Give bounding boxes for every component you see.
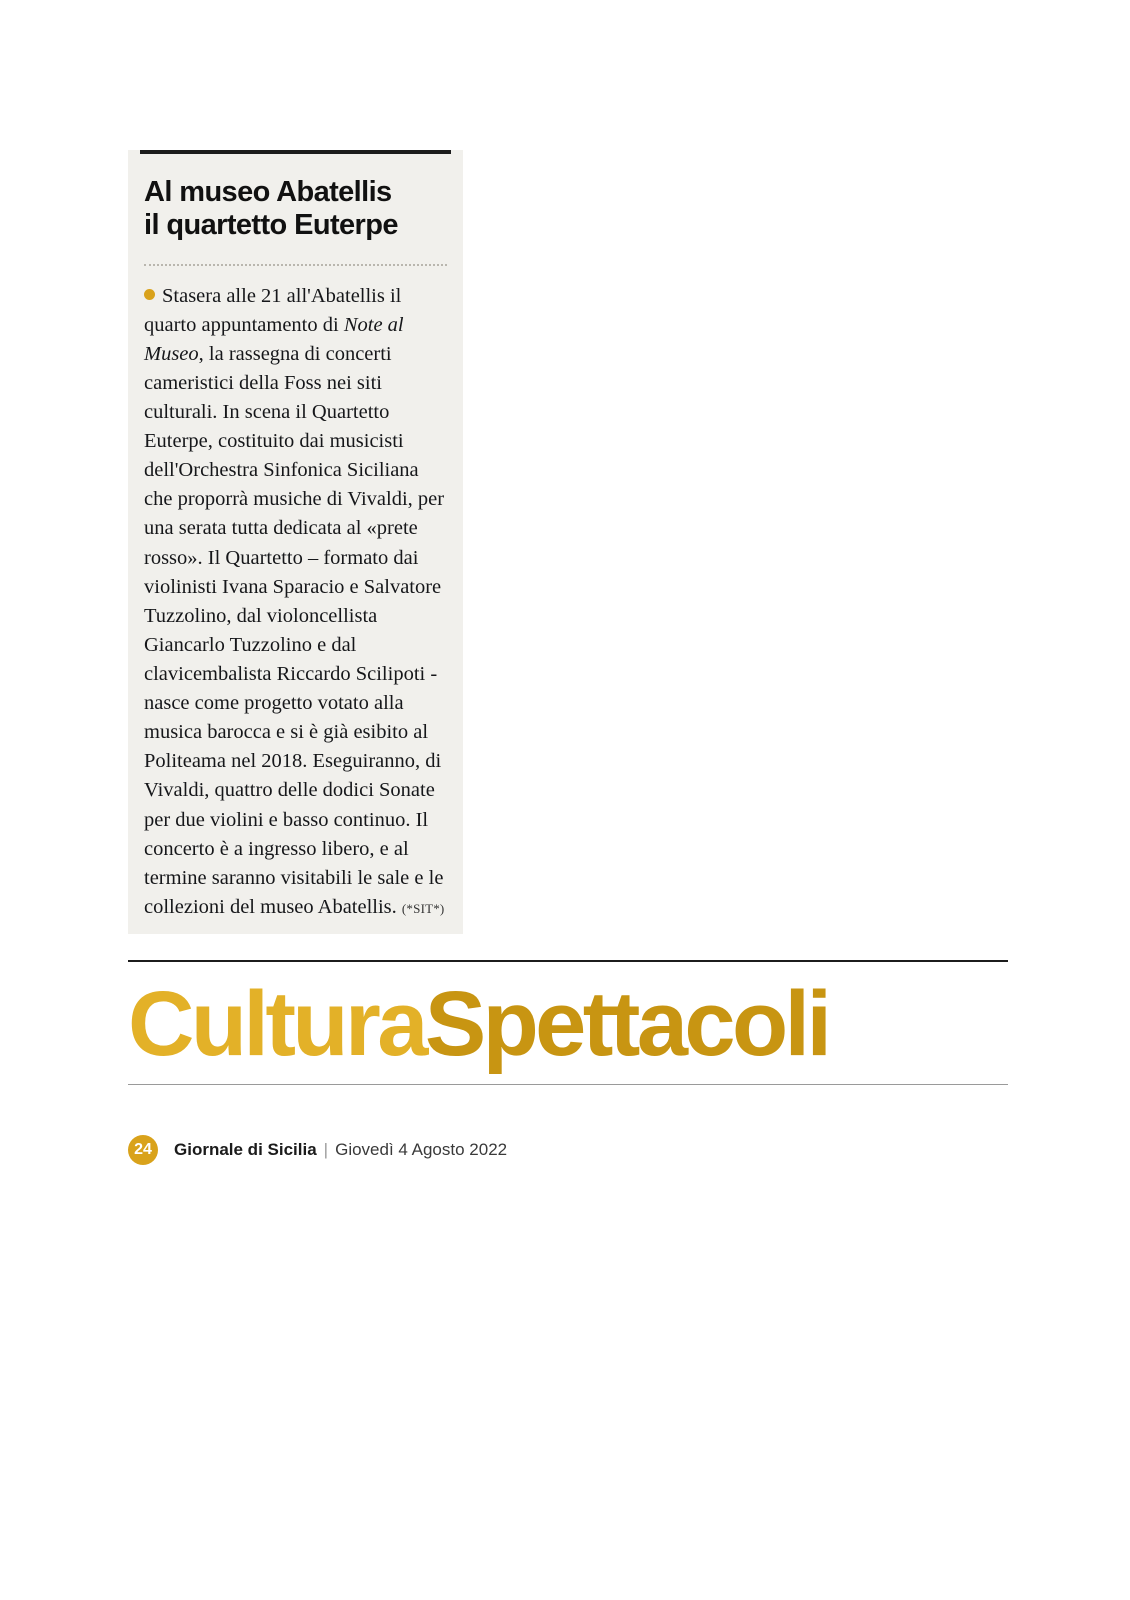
- headline-line-1: Al museo Abatellis: [144, 176, 392, 208]
- footer-separator: |: [323, 1140, 329, 1159]
- article-headline: [144, 176, 447, 242]
- headline-line-2: il quartetto Euterpe: [144, 208, 398, 241]
- issue-date: Giovedì 4 Agosto 2022: [335, 1140, 508, 1159]
- section-title-word-1: Cultura: [128, 973, 425, 1075]
- section-title-word-2: Spettacoli: [424, 973, 829, 1075]
- article-text-italic: Note al Museo: [144, 313, 404, 365]
- article-body-container: [128, 154, 463, 934]
- page-number-badge: 24: [128, 1135, 158, 1165]
- section-band: [128, 960, 1008, 1085]
- section-title: [128, 973, 1008, 1075]
- article-text-part-1: Stasera alle 21 all'Abatellis il quarto appuntamento di: [144, 284, 402, 336]
- article-clipping: [128, 150, 463, 934]
- article-credit: (*SIT*): [401, 900, 445, 916]
- section-top-rule: [128, 960, 1008, 962]
- section-bottom-rule: [128, 1084, 1008, 1085]
- article-text-part-2: , la rassegna di concerti cameristici della Foss nei siti culturali. In scena il Quartetto Euterpe, costituito dai musicisti dell'Orchestra Sinfonica Siciliana che proporrà musiche di Vivaldi, per una serata tutta dedicata al «prete rosso». Il Quartetto – formato dai violinisti Ivana Sparacio e Salvatore Tuzzolino, dal violoncellista Giancarlo Tuzzolino e dal clavicembalista Riccardo Scilipoti - nasce come progetto votato alla musica barocca e si è già esibito al Politeama nel 2018. Eseguiranno, di Vivaldi, quattro delle dodici Sonate per due violini e basso continuo. Il concerto è a ingresso libero, e al termine saranno visitabili le sale e le collezioni del museo Abatellis.: [144, 342, 445, 918]
- headline-divider: [144, 264, 447, 266]
- bullet-dot-icon: [144, 289, 155, 300]
- paper-name: Giornale di Sicilia: [174, 1140, 317, 1159]
- page-footer: [128, 1135, 1008, 1165]
- article-paragraph: [144, 282, 447, 922]
